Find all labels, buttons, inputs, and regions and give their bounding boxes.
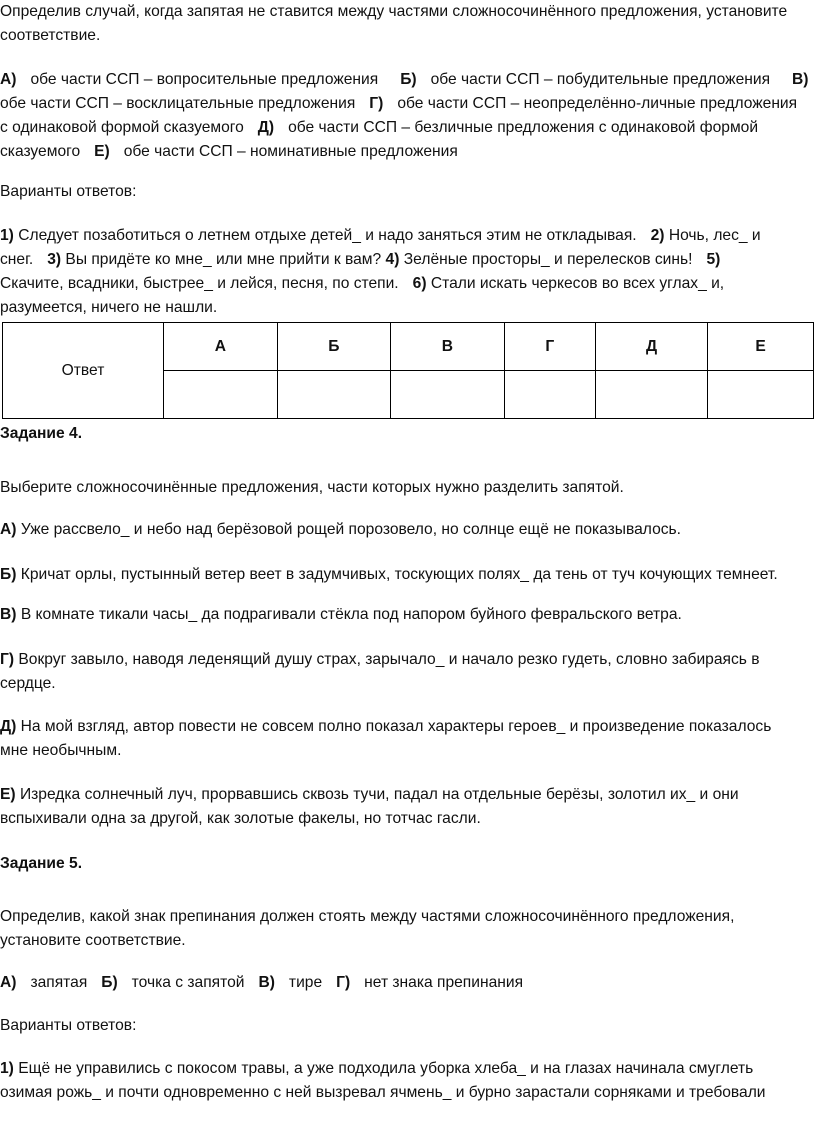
answer-cell-a[interactable] — [164, 371, 278, 419]
task4-item-d-cont: мне необычным. — [0, 742, 122, 759]
task4-item-d-text: На мой взгляд, автор повести не совсем полно показал характеры героев_ и произведение показалось — [20, 718, 772, 735]
task4-item-d — [0, 717, 771, 737]
task3-options-line3 — [0, 118, 758, 138]
task4-item-e-label: Е) — [0, 786, 16, 803]
task4-item-b — [0, 565, 778, 585]
task4-item-v — [0, 605, 682, 625]
task3-options-line1 — [0, 70, 809, 90]
task4-item-d-label: Д) — [0, 718, 17, 735]
task5-option-v-text: тире — [288, 974, 323, 991]
task3-variants-label: Варианты ответов: — [0, 183, 137, 200]
option-v-text: обе части ССП – восклицательные предложения — [0, 95, 356, 112]
task4-item-g — [0, 650, 760, 670]
task3-answers-line1 — [0, 226, 761, 246]
task4-item-g-label: Г) — [0, 651, 15, 668]
task5-option-g-text: нет знака препинания — [364, 974, 524, 991]
answer-header-e: Е — [708, 323, 814, 371]
option-g-text: обе части ССП – неопределённо-личные предложения — [397, 95, 798, 112]
task5-option-b-text: точка с запятой — [131, 974, 245, 991]
task4-instruction: Выберите сложносочинённые предложения, части которых нужно разделить запятой. — [0, 479, 624, 496]
answer-6-number: 6) — [412, 275, 427, 292]
task4-item-e-text: Изредка солнечный луч, прорвавшись сквозь тучи, падал на отдельные берёзы, золотил их_ и они — [19, 786, 739, 803]
answer-1-text: Следует позаботиться о летнем отдыхе детей_ и надо заняться этим не откладывая. — [18, 227, 637, 244]
task5-options — [0, 973, 523, 993]
answer-2-text-cont: снег. — [0, 251, 34, 268]
answer-4-text: Зелёные просторы_ и перелесков синь! — [403, 251, 693, 268]
option-a-label: А) — [0, 71, 17, 88]
answer-2-number: 2) — [650, 227, 665, 244]
option-g-label: Г) — [369, 95, 384, 112]
task3-answers-line3 — [0, 274, 724, 294]
task4-item-v-text: В комнате тикали часы_ да подрагивали стёкла под напором буйного февральского ветра. — [20, 606, 682, 623]
answer-header-b: Б — [277, 323, 390, 371]
task5-option-g-label: Г) — [336, 974, 351, 991]
task4-item-b-label: Б) — [0, 566, 17, 583]
option-d-label: Д) — [257, 119, 275, 136]
option-b-label: Б) — [400, 71, 417, 88]
task3-intro-line1: Определив случай, когда запятая не ставится между частями сложносочинённого предложения, установите — [0, 3, 788, 20]
answer-header-v: В — [390, 323, 504, 371]
option-e-text: обе части ССП – номинативные предложения — [123, 143, 458, 160]
answer-cell-g[interactable] — [504, 371, 595, 419]
option-d-text: обе части ССП – безличные предложения с одинаковой формой — [288, 119, 759, 136]
answer-5-text: Скачите, всадники, быстрее_ и лейся, песня, по степи. — [0, 275, 399, 292]
task5-intro-line2: установите соответствие. — [0, 932, 186, 949]
task3-intro-line2: соответствие. — [0, 27, 101, 44]
option-v-label: В) — [792, 71, 809, 88]
option-b-text: обе части ССП – побудительные предложения — [430, 71, 771, 88]
answer-cell-v[interactable] — [390, 371, 504, 419]
option-d-text-cont: сказуемого — [0, 143, 81, 160]
answer-2-text: Ночь, лес_ и — [668, 227, 761, 244]
task5-title: Задание 5. — [0, 855, 83, 872]
task4-item-e-cont: вспыхивали одна за другой, как золотые факелы, но тотчас гасли. — [0, 810, 481, 827]
task4-item-g-cont: сердце. — [0, 675, 56, 692]
task3-answers-line4: разумеется, ничего не нашли. — [0, 299, 218, 316]
task3-answers-line2 — [0, 250, 720, 270]
task5-answer-1-number: 1) — [0, 1060, 14, 1077]
task5-intro-line1: Определив, какой знак препинания должен стоять между частями сложносочинённого предложения, — [0, 908, 735, 925]
answer-header-a: А — [164, 323, 278, 371]
option-e-label: Е) — [94, 143, 110, 160]
answer-cell-d[interactable] — [595, 371, 707, 419]
option-g-text-cont: с одинаковой формой сказуемого — [0, 119, 244, 136]
answer-cell-e[interactable] — [708, 371, 814, 419]
answer-3-text: Вы придёте ко мне_ или мне прийти к вам? — [65, 251, 382, 268]
task4-item-a-label: А) — [0, 521, 17, 538]
task3-options-line4 — [0, 142, 458, 162]
task5-option-a-label: А) — [0, 974, 17, 991]
answer-row-label: Ответ — [3, 323, 164, 419]
task4-item-e — [0, 785, 739, 805]
task4-item-g-text: Вокруг завыло, наводя леденящий душу страх, зарычало_ и начало резко гудеть, словно забираясь в — [18, 651, 760, 668]
task4-item-a-text: Уже рассвело_ и небо над берёзовой рощей порозовело, но солнце ещё не показывалось. — [20, 521, 681, 538]
task5-option-v-label: В) — [258, 974, 275, 991]
answer-header-d: Д — [595, 323, 707, 371]
answer-header-g: Г — [504, 323, 595, 371]
answer-5-number: 5) — [706, 251, 721, 268]
answer-6-text: Стали искать черкесов во всех углах_ и, — [430, 275, 725, 292]
answer-1-number: 1) — [0, 227, 14, 244]
task4-item-a — [0, 520, 681, 540]
task5-option-b-label: Б) — [101, 974, 118, 991]
task5-option-a-text: запятая — [30, 974, 88, 991]
task5-variants-label: Варианты ответов: — [0, 1017, 137, 1034]
task4-title: Задание 4. — [0, 425, 83, 442]
answer-cell-b[interactable] — [277, 371, 390, 419]
task4-item-v-label: В) — [0, 606, 17, 623]
answer-4-number: 4) — [385, 251, 400, 268]
task4-item-b-text: Кричат орлы, пустынный ветер веет в задумчивых, тоскующих полях_ да тень от туч кочующих темнеет. — [20, 566, 778, 583]
task5-answer-1-line2: озимая рожь_ и почти одновременно с ней вызревал ячмень_ и бурно зарастали сорняками и требовали — [0, 1084, 766, 1101]
answer-table — [2, 322, 814, 419]
task3-options-line2 — [0, 94, 797, 114]
answer-3-number: 3) — [47, 251, 62, 268]
task5-answer-1-text: Ещё не управились с покосом травы, а уже подходила уборка хлеба_ и на глазах начинала смуглеть — [18, 1060, 754, 1077]
option-a-text: обе части ССП – вопросительные предложения — [30, 71, 379, 88]
task5-answer-1-line1 — [0, 1059, 753, 1079]
